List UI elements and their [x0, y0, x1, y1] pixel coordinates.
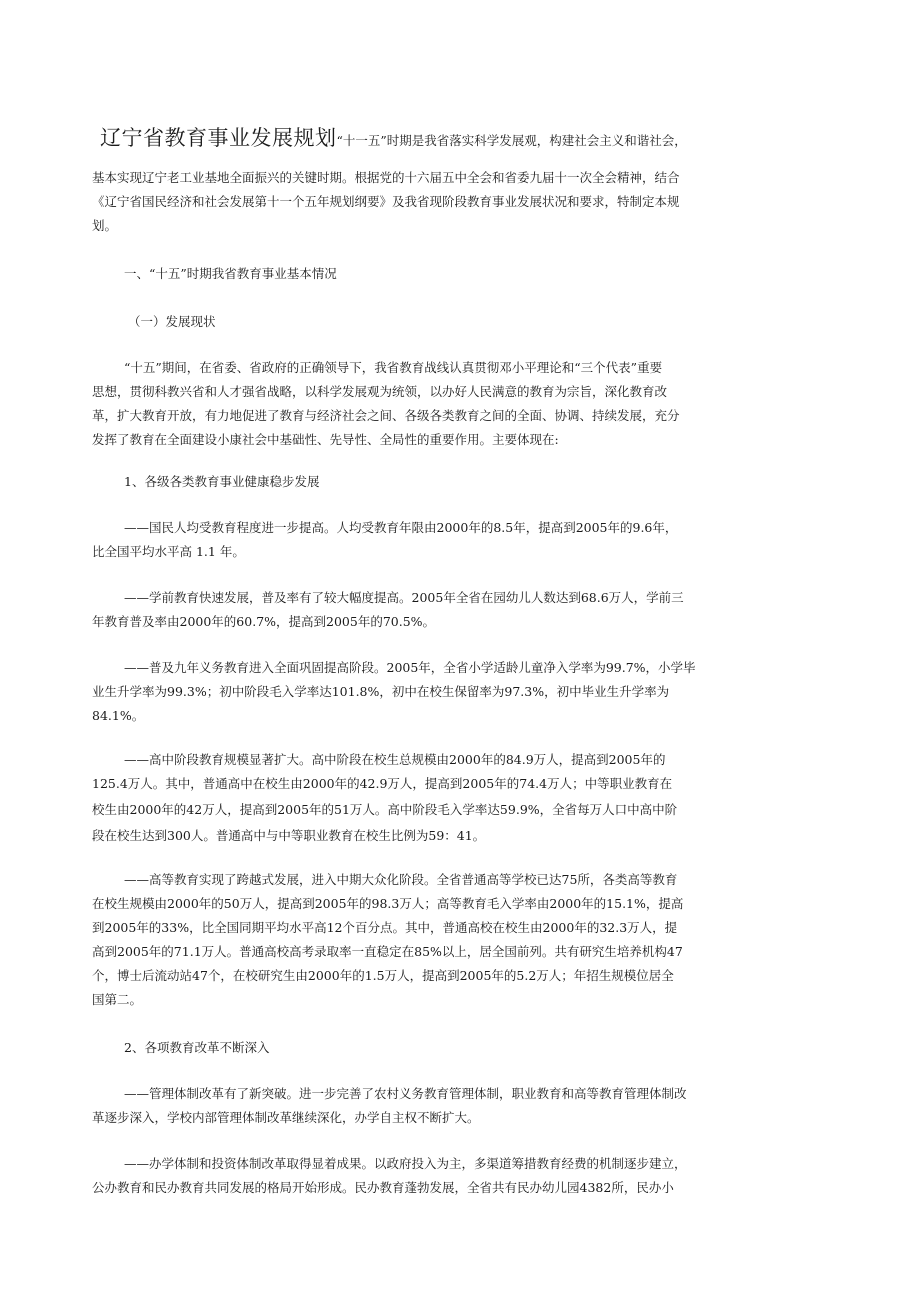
para-a-line-1: ——国民人均受教育程度进一步提高。人均受教育年限由2000年的8.5年，提高到2005年的9.6年，: [124, 520, 678, 535]
para-f-line-2: 革逐步深入，学校内部管理体制改革继续深化，办学自主权不断扩大。: [92, 1110, 480, 1125]
para-c-line-2: 业生升学率为99.3%；初中阶段毛入学率达101.8%，初中在校生保留率为97.3%，初中毕业生升学率为: [92, 684, 670, 699]
para-d-line-4: 段在校生达到300人。普通高中与中等职业教育在校生比例为59：41。: [92, 828, 486, 843]
para-g-line-1: ——办学体制和投资体制改革取得显着成果。以政府投入为主，多渠道筹措教育经费的机制逐步建立，: [124, 1156, 687, 1171]
item2-heading: 2、各项教育改革不断深入: [124, 1040, 270, 1055]
para-e-line-4: 高到2005年的71.1万人。普通高校高考录取率一直稳定在85%以上，居全国前列。共有研究生培养机构47: [92, 944, 683, 959]
sub1-para-line-4: 发挥了教育在全面建设小康社会中基础性、先导性、全局性的重要作用。主要体现在:: [92, 432, 559, 447]
intro-line-4: 划。: [92, 218, 118, 233]
para-e-line-1: ——高等教育实现了跨越式发展，进入中期大众化阶段。全省普通高等学校已达75所，各类高等教育: [124, 872, 678, 887]
para-f-line-1: ——管理体制改革有了新突破。进一步完善了农村义务教育管理体制，职业教育和高等教育管理体制改: [124, 1086, 687, 1101]
para-e-line-2: 在校生规模由2000年的50万人，提高到2005年的98.3万人；高等教育毛入学率由2000年的15.1%，提高: [92, 896, 684, 911]
para-c-line-1: ——普及九年义务教育进入全面巩固提高阶段。2005年，全省小学适龄儿童净入学率为99.7%，小学毕: [124, 660, 696, 675]
sub1-heading: （一）发展现状: [128, 314, 216, 329]
para-g-line-2: 公办教育和民办教育共同发展的格局开始形成。民办教育蓬勃发展，全省共有民办幼儿园4382所，民办小: [92, 1180, 674, 1195]
section1-heading: 一、“十五”时期我省教育事业基本情况: [124, 266, 337, 281]
para-d-line-1: ——高中阶段教育规模显著扩大。高中阶段在校生总规模由2000年的84.9万人，提高到2005年的: [124, 752, 666, 767]
para-c-line-3: 84.1%。: [92, 708, 145, 723]
intro-line-3: 《辽宁省国民经济和社会发展第十一个五年规划纲要》及我省现阶段教育事业发展状况和要求，特制定本规: [92, 194, 680, 209]
item1-heading: 1、各级各类教育事业健康稳步发展: [124, 474, 320, 489]
para-d-line-3: 校生由2000年的42万人，提高到2005年的51万人。高中阶段毛入学率达59.9%，全省每万人口中高中阶: [92, 802, 678, 817]
para-e-line-6: 国第二。: [92, 992, 143, 1007]
intro-line-1: “十一五”时期是我省落实科学发展观，构建社会主义和谐社会，: [336, 133, 687, 148]
title-row: [100, 124, 687, 155]
document-title: 辽宁省教育事业发展规划: [100, 126, 337, 150]
para-e-line-5: 个，博士后流动站47个，在校研究生由2000年的1.5万人，提高到2005年的5.2万人；年招生规模位居全: [92, 968, 674, 983]
para-a-line-2: 比全国平均水平高 1.1 年。: [92, 544, 245, 559]
para-b-line-1: ——学前教育快速发展，普及率有了较大幅度提高。2005年全省在园幼儿人数达到68.6万人，学前三: [124, 590, 684, 605]
sub1-para-line-2: 思想，贯彻科教兴省和人才强省战略，以科学发展观为统领，以办好人民满意的教育为宗旨，深化教育改: [92, 384, 668, 399]
sub1-para-line-1: “十五”期间，在省委、省政府的正确领导下，我省教育战线认真贯彻邓小平理论和“三个代表”重要: [124, 360, 663, 375]
para-b-line-2: 年教育普及率由2000年的60.7%，提高到2005年的70.5%。: [92, 614, 436, 629]
para-d-line-2: 125.4万人。其中，普通高中在校生由2000年的42.9万人，提高到2005年的74.4万人；中等职业教育在: [92, 776, 673, 791]
intro-line-2: 基本实现辽宁老工业基地全面振兴的关键时期。根据党的十六届五中全会和省委九届十一次全会精神，结合: [92, 170, 680, 185]
sub1-para-line-3: 革，扩大教育开放，有力地促进了教育与经济社会之间、各级各类教育之间的全面、协调、持续发展，充分: [92, 408, 680, 423]
para-e-line-3: 到2005年的33%，比全国同期平均水平高12个百分点。其中，普通高校在校生由2000年的32.3万人，提: [92, 920, 678, 935]
